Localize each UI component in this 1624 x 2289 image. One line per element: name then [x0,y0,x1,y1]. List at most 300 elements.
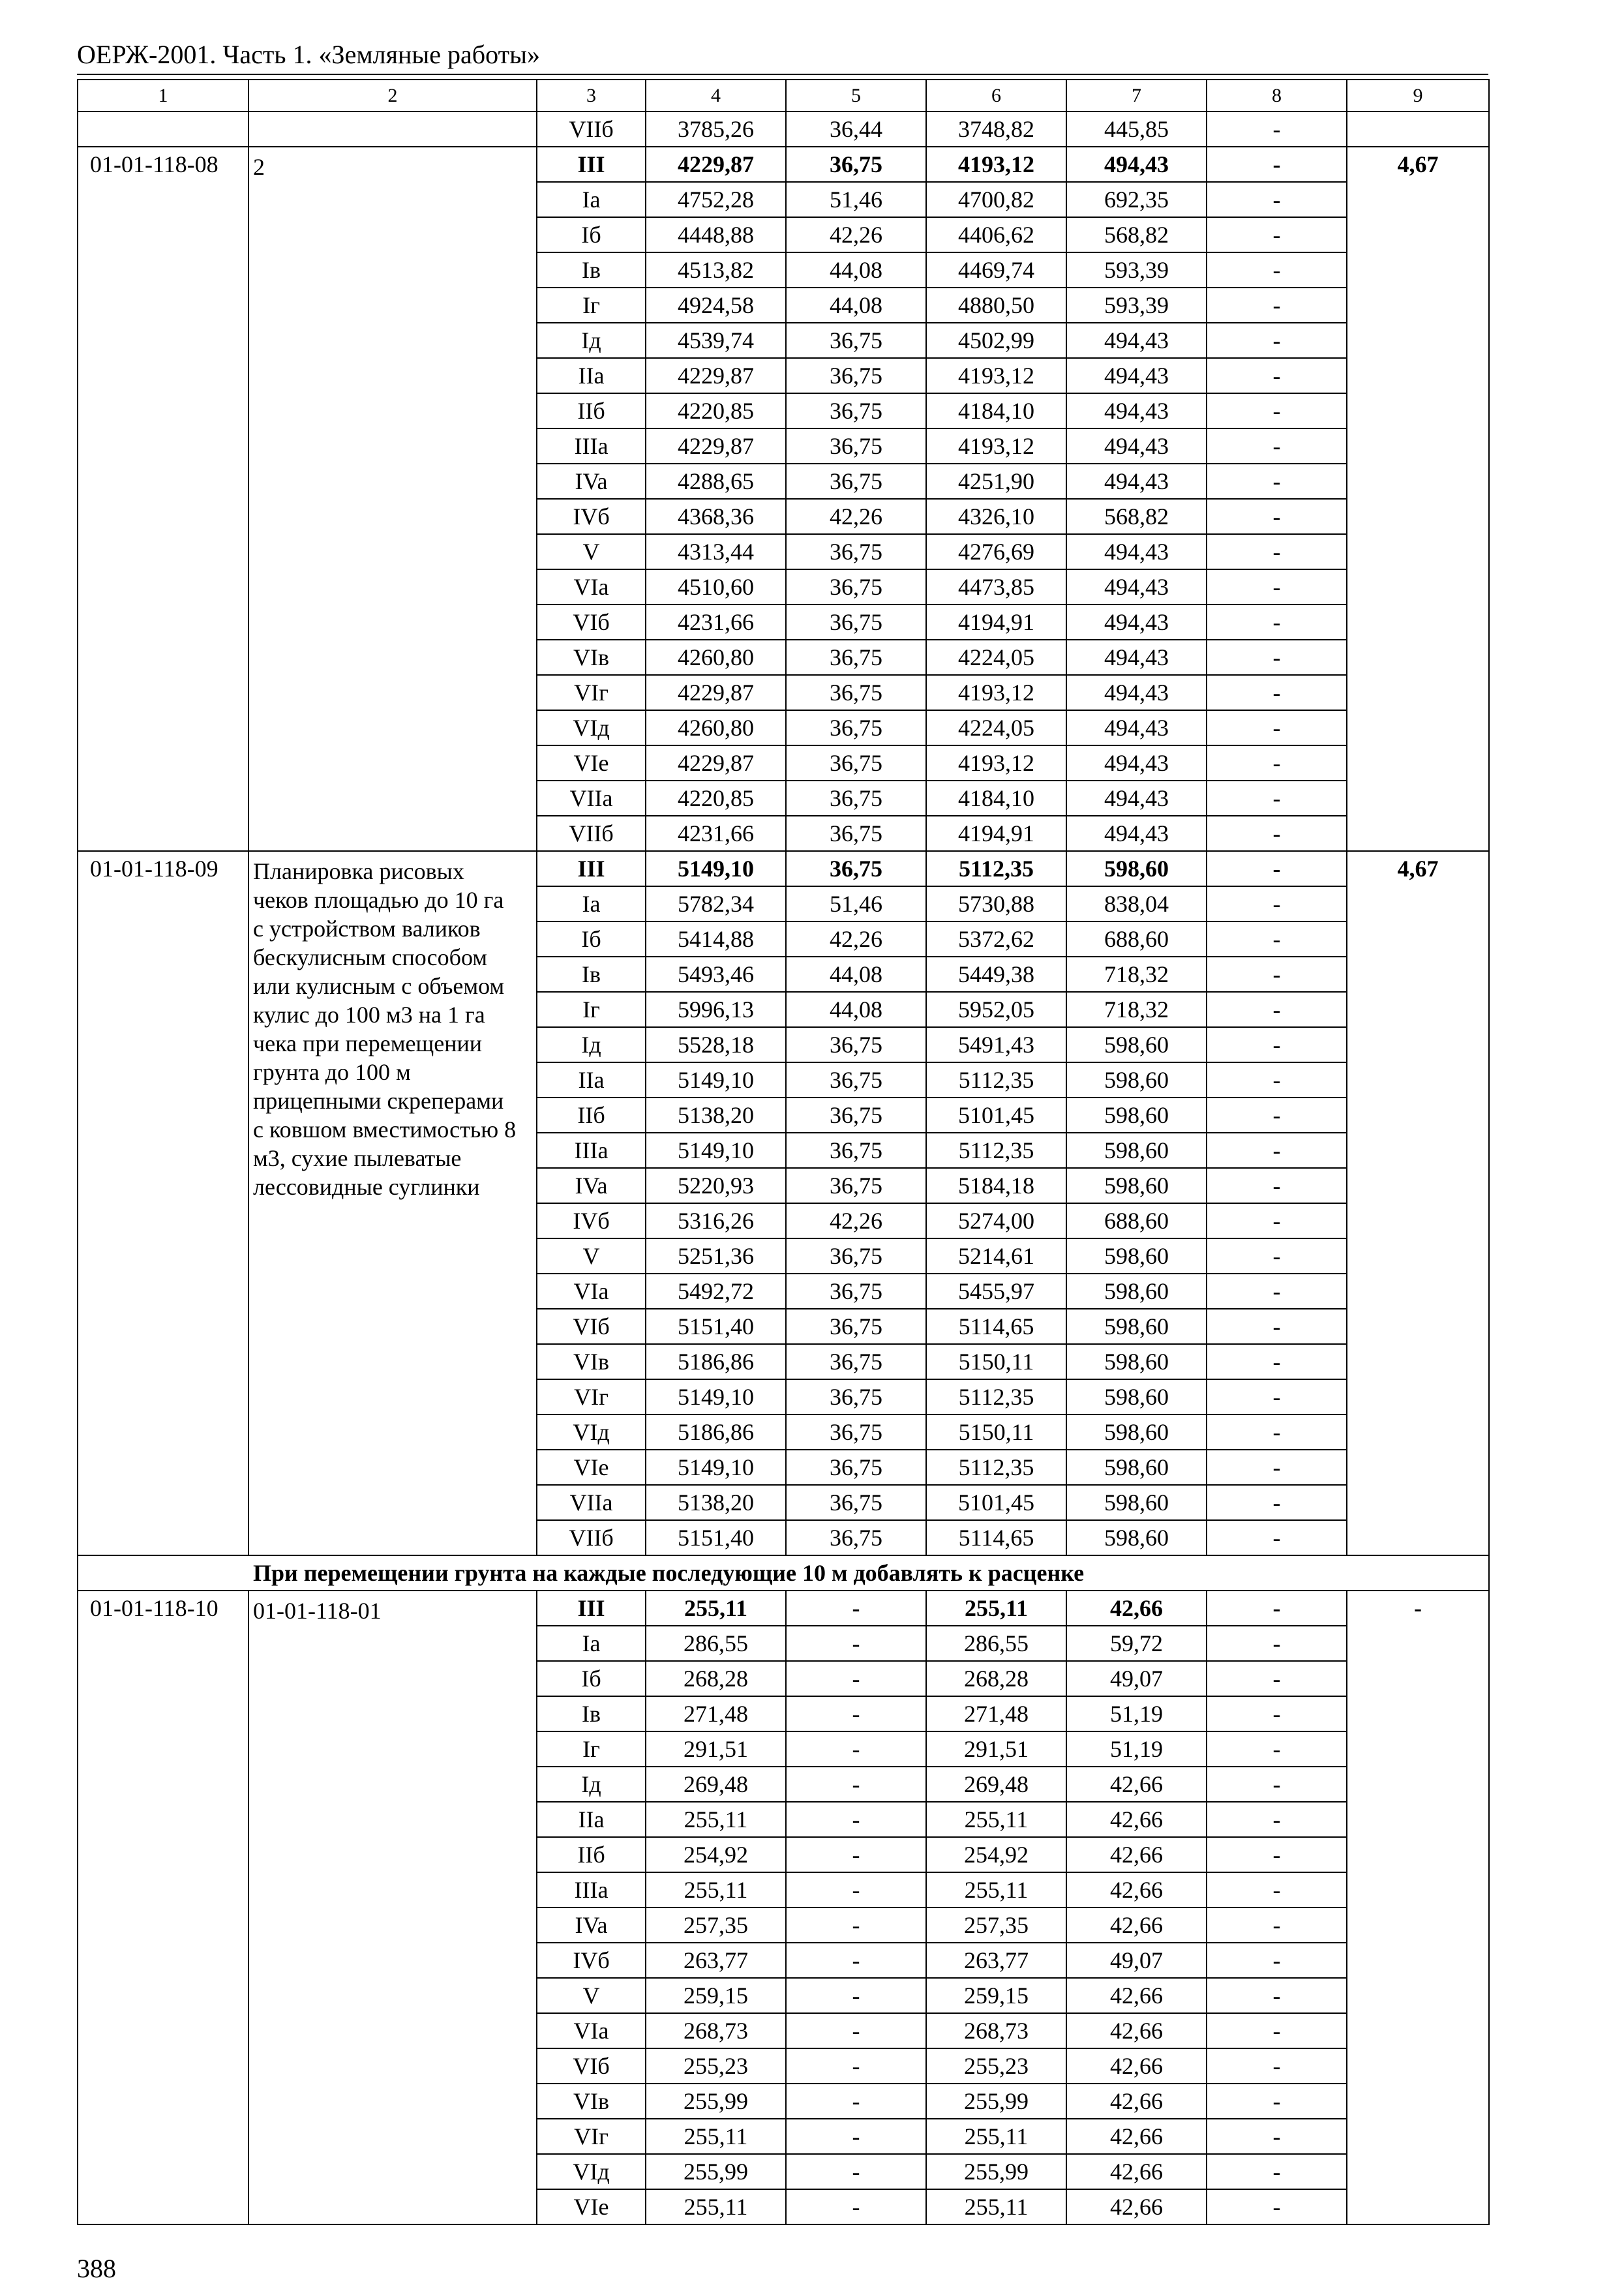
materials-cell: - [1207,2084,1347,2119]
total-cost-cell: 4220,85 [646,781,786,816]
soil-group-cell: IIIa [537,1872,646,1908]
total-cost-cell: 5220,93 [646,1168,786,1203]
total-cost-cell: 5493,46 [646,957,786,992]
materials-cell: - [1207,1450,1347,1485]
machines-cell: 4184,10 [926,781,1066,816]
machinist-wage-cell: 718,32 [1066,957,1207,992]
machines-cell: 5150,11 [926,1344,1066,1379]
machinist-wage-cell: 598,60 [1066,1238,1207,1274]
soil-group-cell: III [537,851,646,886]
soil-group-cell: V [537,1978,646,2013]
rates-table [77,79,1490,2225]
materials-cell: - [1207,921,1347,957]
machine-wage-cell: 36,75 [786,1379,926,1414]
total-cost-cell: 5149,10 [646,1062,786,1098]
materials-cell: - [1207,499,1347,534]
machine-wage-cell: 36,75 [786,1133,926,1168]
total-cost-cell: 4231,66 [646,605,786,640]
machinist-wage-cell: 42,66 [1066,2119,1207,2154]
machines-cell: 4326,10 [926,499,1066,534]
machine-wage-cell: 42,26 [786,1203,926,1238]
materials-cell: - [1207,781,1347,816]
soil-group-cell: Ia [537,182,646,217]
machinist-wage-cell: 598,60 [1066,851,1207,886]
soil-group-cell: III [537,1591,646,1626]
total-cost-cell: 4752,28 [646,182,786,217]
total-cost-cell: 5151,40 [646,1309,786,1344]
machinist-wage-cell: 494,43 [1066,816,1207,851]
materials-cell: - [1207,464,1347,499]
materials-cell: - [1207,1696,1347,1731]
machines-cell: 254,92 [926,1837,1066,1872]
rate-code-cell: 01-01-118-08 [78,147,248,851]
total-cost-cell: 5149,10 [646,1379,786,1414]
total-cost-cell: 4220,85 [646,393,786,428]
header-divider [77,74,1488,75]
rate-code-cell: 01-01-118-09 [78,851,248,1555]
machinist-wage-cell: 42,66 [1066,2084,1207,2119]
total-cost-cell: 4539,74 [646,323,786,358]
soil-group-cell: Iг [537,992,646,1027]
materials-cell: - [1207,1274,1347,1309]
soil-group-cell: IVa [537,1168,646,1203]
rates-table-body [78,80,1489,2224]
total-cost-cell: 5316,26 [646,1203,786,1238]
machine-wage-cell: - [786,1872,926,1908]
section-note: При перемещении грунта на каждые последующие 10 м добавлять к расценке [78,1555,1489,1591]
total-cost-cell: 4229,87 [646,675,786,710]
machines-cell: 286,55 [926,1626,1066,1661]
machine-wage-cell: - [786,2048,926,2084]
table-row [78,147,1489,182]
machine-wage-cell: - [786,2084,926,2119]
machinist-wage-cell: 598,60 [1066,1520,1207,1555]
machines-cell: 4251,90 [926,464,1066,499]
soil-group-cell: IIIa [537,1133,646,1168]
machine-wage-cell: - [786,1626,926,1661]
machines-cell: 4880,50 [926,288,1066,323]
materials-cell: - [1207,1344,1347,1379]
machinist-wage-cell: 51,19 [1066,1731,1207,1767]
machinist-wage-cell: 42,66 [1066,1591,1207,1626]
materials-cell: - [1207,1802,1347,1837]
soil-group-cell: VIд [537,1414,646,1450]
machine-wage-cell: 36,75 [786,1098,926,1133]
machinist-wage-cell: 494,43 [1066,323,1207,358]
machines-cell: 5101,45 [926,1098,1066,1133]
materials-cell: - [1207,217,1347,252]
machines-cell: 4193,12 [926,675,1066,710]
machines-cell: 5214,61 [926,1238,1066,1274]
column-number-cell: 6 [926,80,1066,112]
machinist-wage-cell: 42,66 [1066,1802,1207,1837]
column-number-cell: 7 [1066,80,1207,112]
total-cost-cell: 5782,34 [646,886,786,921]
machine-wage-cell: - [786,1731,926,1767]
machinist-wage-cell: 494,43 [1066,710,1207,745]
total-cost-cell: 5186,86 [646,1344,786,1379]
machines-cell: 4194,91 [926,605,1066,640]
total-cost-cell: 5149,10 [646,1133,786,1168]
machinist-wage-cell: 494,43 [1066,745,1207,781]
materials-cell: - [1207,252,1347,288]
machine-wage-cell: 44,08 [786,288,926,323]
materials-cell: - [1207,1238,1347,1274]
machinist-wage-cell: 598,60 [1066,1309,1207,1344]
machines-cell: 4473,85 [926,569,1066,605]
machines-cell: 5730,88 [926,886,1066,921]
machines-cell: 268,28 [926,1661,1066,1696]
machine-wage-cell: 36,75 [786,816,926,851]
materials-cell: - [1207,710,1347,745]
soil-group-cell: VIд [537,2154,646,2189]
machines-cell: 3748,82 [926,112,1066,147]
total-cost-cell: 4288,65 [646,464,786,499]
soil-group-cell: IVб [537,499,646,534]
total-cost-cell: 4229,87 [646,745,786,781]
machinist-wage-cell: 42,66 [1066,1837,1207,1872]
materials-cell: - [1207,1520,1347,1555]
materials-cell: - [1207,2154,1347,2189]
soil-group-cell: VIa [537,2013,646,2048]
materials-cell: - [1207,957,1347,992]
materials-cell: - [1207,358,1347,393]
soil-group-cell: VIIa [537,781,646,816]
machine-wage-cell: 36,44 [786,112,926,147]
soil-group-cell: Iв [537,1696,646,1731]
machines-cell: 5150,11 [926,1414,1066,1450]
materials-cell: - [1207,1203,1347,1238]
total-cost-cell: 3785,26 [646,112,786,147]
materials-cell: - [1207,675,1347,710]
machinist-wage-cell: 598,60 [1066,1485,1207,1520]
machines-cell: 4406,62 [926,217,1066,252]
machine-wage-cell: 42,26 [786,499,926,534]
machine-wage-cell: 36,75 [786,428,926,464]
materials-cell: - [1207,2119,1347,2154]
machines-cell: 4224,05 [926,710,1066,745]
materials-cell: - [1207,1309,1347,1344]
soil-group-cell: IIa [537,358,646,393]
soil-group-cell: VIe [537,2189,646,2224]
machinist-wage-cell: 598,60 [1066,1098,1207,1133]
total-cost-cell: 4513,82 [646,252,786,288]
machines-cell: 5491,43 [926,1027,1066,1062]
machine-wage-cell: 44,08 [786,957,926,992]
machinist-wage-cell: 598,60 [1066,1450,1207,1485]
soil-group-cell: VIIб [537,112,646,147]
machine-wage-cell: - [786,2119,926,2154]
materials-cell: - [1207,2189,1347,2224]
soil-group-cell: VIг [537,675,646,710]
machine-wage-cell: 36,75 [786,1027,926,1062]
machines-cell: 5449,38 [926,957,1066,992]
machine-wage-cell: - [786,2154,926,2189]
machinist-wage-cell: 718,32 [1066,992,1207,1027]
total-cost-cell: 4260,80 [646,710,786,745]
machine-wage-cell: - [786,2013,926,2048]
column-number-row [78,80,1489,112]
machines-cell: 4469,74 [926,252,1066,288]
soil-group-cell: Iг [537,288,646,323]
machinist-wage-cell: 445,85 [1066,112,1207,147]
machines-cell: 257,35 [926,1908,1066,1943]
machinist-wage-cell: 59,72 [1066,1626,1207,1661]
machines-cell: 255,11 [926,2189,1066,2224]
machine-wage-cell: - [786,1837,926,1872]
machines-cell: 5184,18 [926,1168,1066,1203]
total-cost-cell: 286,55 [646,1626,786,1661]
materials-cell: - [1207,1626,1347,1661]
machine-wage-cell: - [786,1978,926,2013]
machines-cell: 269,48 [926,1767,1066,1802]
materials-cell: - [1207,323,1347,358]
total-cost-cell: 4231,66 [646,816,786,851]
total-cost-cell: 4260,80 [646,640,786,675]
machines-cell: 4276,69 [926,534,1066,569]
machine-wage-cell: 51,46 [786,886,926,921]
materials-cell: - [1207,1098,1347,1133]
machines-cell: 255,23 [926,2048,1066,2084]
machine-wage-cell: 36,75 [786,393,926,428]
total-cost-cell: 255,11 [646,1872,786,1908]
table-row [78,851,1489,886]
machine-wage-cell: 36,75 [786,675,926,710]
machinist-wage-cell: 494,43 [1066,534,1207,569]
materials-cell: - [1207,393,1347,428]
machinist-wage-cell: 51,19 [1066,1696,1207,1731]
materials-cell: - [1207,1943,1347,1978]
work-description-cell: Планировка рисовых чеков площадью до 10 га с устройством валиков бескулисным способом или кулисным с объемом кулис до 100 м3 на 1 га чека при перемещении грунта до 100 м прицепными скреперами с ковшом вместимостью 8 м3, сухие пылеватые лессовидные суглинки [248,851,537,1555]
machinist-wage-cell: 568,82 [1066,217,1207,252]
soil-group-cell: IVб [537,1203,646,1238]
machine-wage-cell: - [786,1767,926,1802]
machines-cell: 4184,10 [926,393,1066,428]
soil-group-cell: VIIa [537,1485,646,1520]
total-cost-cell: 4229,87 [646,358,786,393]
total-cost-cell: 5492,72 [646,1274,786,1309]
machine-wage-cell: 36,75 [786,1274,926,1309]
soil-group-cell: Iб [537,921,646,957]
labor-cost-cell: 4,67 [1347,147,1489,851]
soil-group-cell: VIб [537,1309,646,1344]
materials-cell: - [1207,428,1347,464]
machines-cell: 5372,62 [926,921,1066,957]
soil-group-cell: V [537,534,646,569]
machine-wage-cell: 36,75 [786,569,926,605]
machine-wage-cell: 36,75 [786,1062,926,1098]
machines-cell: 5455,97 [926,1274,1066,1309]
column-number-cell: 5 [786,80,926,112]
materials-cell: - [1207,1591,1347,1626]
machines-cell: 5101,45 [926,1485,1066,1520]
machines-cell: 4193,12 [926,358,1066,393]
machinist-wage-cell: 598,60 [1066,1062,1207,1098]
materials-cell: - [1207,288,1347,323]
machinist-wage-cell: 688,60 [1066,1203,1207,1238]
soil-group-cell: VIб [537,605,646,640]
machinist-wage-cell: 49,07 [1066,1943,1207,1978]
total-cost-cell: 259,15 [646,1978,786,2013]
total-cost-cell: 5186,86 [646,1414,786,1450]
machine-wage-cell: 36,75 [786,640,926,675]
column-number-cell: 9 [1347,80,1489,112]
machines-cell: 259,15 [926,1978,1066,2013]
machine-wage-cell: 36,75 [786,1450,926,1485]
rate-code-cell [78,112,248,147]
soil-group-cell: III [537,147,646,182]
soil-group-cell: IVa [537,464,646,499]
machinist-wage-cell: 494,43 [1066,428,1207,464]
machines-cell: 263,77 [926,1943,1066,1978]
soil-group-cell: Iд [537,323,646,358]
soil-group-cell: VIб [537,2048,646,2084]
soil-group-cell: IIa [537,1062,646,1098]
machines-cell: 5114,65 [926,1309,1066,1344]
machinist-wage-cell: 42,66 [1066,1908,1207,1943]
total-cost-cell: 255,99 [646,2084,786,2119]
materials-cell: - [1207,886,1347,921]
page-number: 388 [77,2254,116,2283]
machines-cell: 4502,99 [926,323,1066,358]
machinist-wage-cell: 688,60 [1066,921,1207,957]
total-cost-cell: 5414,88 [646,921,786,957]
machines-cell: 4193,12 [926,428,1066,464]
materials-cell: - [1207,851,1347,886]
machine-wage-cell: 44,08 [786,992,926,1027]
machines-cell: 255,11 [926,1872,1066,1908]
machine-wage-cell: 36,75 [786,1238,926,1274]
materials-cell: - [1207,1837,1347,1872]
machines-cell: 4193,12 [926,745,1066,781]
materials-cell: - [1207,1414,1347,1450]
soil-group-cell: VIв [537,2084,646,2119]
machine-wage-cell: 51,46 [786,182,926,217]
materials-cell: - [1207,745,1347,781]
materials-cell: - [1207,1767,1347,1802]
soil-group-cell: IIa [537,1802,646,1837]
machine-wage-cell: - [786,1908,926,1943]
soil-group-cell: VIг [537,2119,646,2154]
total-cost-cell: 269,48 [646,1767,786,1802]
machine-wage-cell: 36,75 [786,745,926,781]
total-cost-cell: 5138,20 [646,1485,786,1520]
table-row [78,1591,1489,1626]
machine-wage-cell: - [786,1661,926,1696]
machine-wage-cell: 36,75 [786,851,926,886]
total-cost-cell: 4229,87 [646,147,786,182]
soil-group-cell: VIв [537,640,646,675]
machinist-wage-cell: 598,60 [1066,1344,1207,1379]
machinist-wage-cell: 42,66 [1066,2013,1207,2048]
machinist-wage-cell: 598,60 [1066,1133,1207,1168]
machinist-wage-cell: 494,43 [1066,569,1207,605]
machines-cell: 5112,35 [926,1062,1066,1098]
machines-cell: 5952,05 [926,992,1066,1027]
machinist-wage-cell: 494,43 [1066,358,1207,393]
machine-wage-cell: 36,75 [786,781,926,816]
total-cost-cell: 4924,58 [646,288,786,323]
machinist-wage-cell: 494,43 [1066,393,1207,428]
machine-wage-cell: 36,75 [786,464,926,499]
column-number-cell: 1 [78,80,248,112]
total-cost-cell: 5149,10 [646,1450,786,1485]
machines-cell: 4224,05 [926,640,1066,675]
column-number-cell: 8 [1207,80,1347,112]
machinist-wage-cell: 598,60 [1066,1274,1207,1309]
machinist-wage-cell: 494,43 [1066,640,1207,675]
materials-cell: - [1207,1661,1347,1696]
column-number-cell: 2 [248,80,537,112]
machines-cell: 4193,12 [926,147,1066,182]
labor-cost-cell: - [1347,1591,1489,2224]
soil-group-cell: IVa [537,1908,646,1943]
soil-group-cell: Iд [537,1767,646,1802]
soil-group-cell: Iб [537,1661,646,1696]
machine-wage-cell: - [786,2189,926,2224]
materials-cell: - [1207,992,1347,1027]
machine-wage-cell: 36,75 [786,605,926,640]
soil-group-cell: VIa [537,569,646,605]
machinist-wage-cell: 598,60 [1066,1027,1207,1062]
machines-cell: 291,51 [926,1731,1066,1767]
soil-group-cell: VIв [537,1344,646,1379]
machine-wage-cell: 36,75 [786,1344,926,1379]
machines-cell: 268,73 [926,2013,1066,2048]
machine-wage-cell: 36,75 [786,1414,926,1450]
machines-cell: 255,99 [926,2084,1066,2119]
total-cost-cell: 5528,18 [646,1027,786,1062]
total-cost-cell: 257,35 [646,1908,786,1943]
soil-group-cell: VIг [537,1379,646,1414]
machinist-wage-cell: 42,66 [1066,1872,1207,1908]
materials-cell: - [1207,816,1347,851]
machine-wage-cell: - [786,1591,926,1626]
soil-group-cell: Iд [537,1027,646,1062]
machinist-wage-cell: 494,43 [1066,675,1207,710]
machine-wage-cell: 42,26 [786,921,926,957]
column-number-cell: 4 [646,80,786,112]
soil-group-cell: IIб [537,1837,646,1872]
soil-group-cell: VIIб [537,1520,646,1555]
machinist-wage-cell: 42,66 [1066,2154,1207,2189]
total-cost-cell: 255,11 [646,1802,786,1837]
total-cost-cell: 4313,44 [646,534,786,569]
total-cost-cell: 4448,88 [646,217,786,252]
machine-wage-cell: 36,75 [786,534,926,569]
total-cost-cell: 5996,13 [646,992,786,1027]
materials-cell: - [1207,1379,1347,1414]
work-description-cell [248,112,537,147]
total-cost-cell: 255,11 [646,2119,786,2154]
machine-wage-cell: 36,75 [786,1520,926,1555]
machines-cell: 255,99 [926,2154,1066,2189]
machinist-wage-cell: 598,60 [1066,1168,1207,1203]
machine-wage-cell: 36,75 [786,323,926,358]
total-cost-cell: 263,77 [646,1943,786,1978]
total-cost-cell: 4229,87 [646,428,786,464]
soil-group-cell: IIIa [537,428,646,464]
machines-cell: 5112,35 [926,851,1066,886]
soil-group-cell: Iв [537,957,646,992]
machinist-wage-cell: 838,04 [1066,886,1207,921]
table-row [78,112,1489,147]
total-cost-cell: 5138,20 [646,1098,786,1133]
machinist-wage-cell: 568,82 [1066,499,1207,534]
materials-cell: - [1207,2013,1347,2048]
soil-group-cell: VIa [537,1274,646,1309]
materials-cell: - [1207,569,1347,605]
